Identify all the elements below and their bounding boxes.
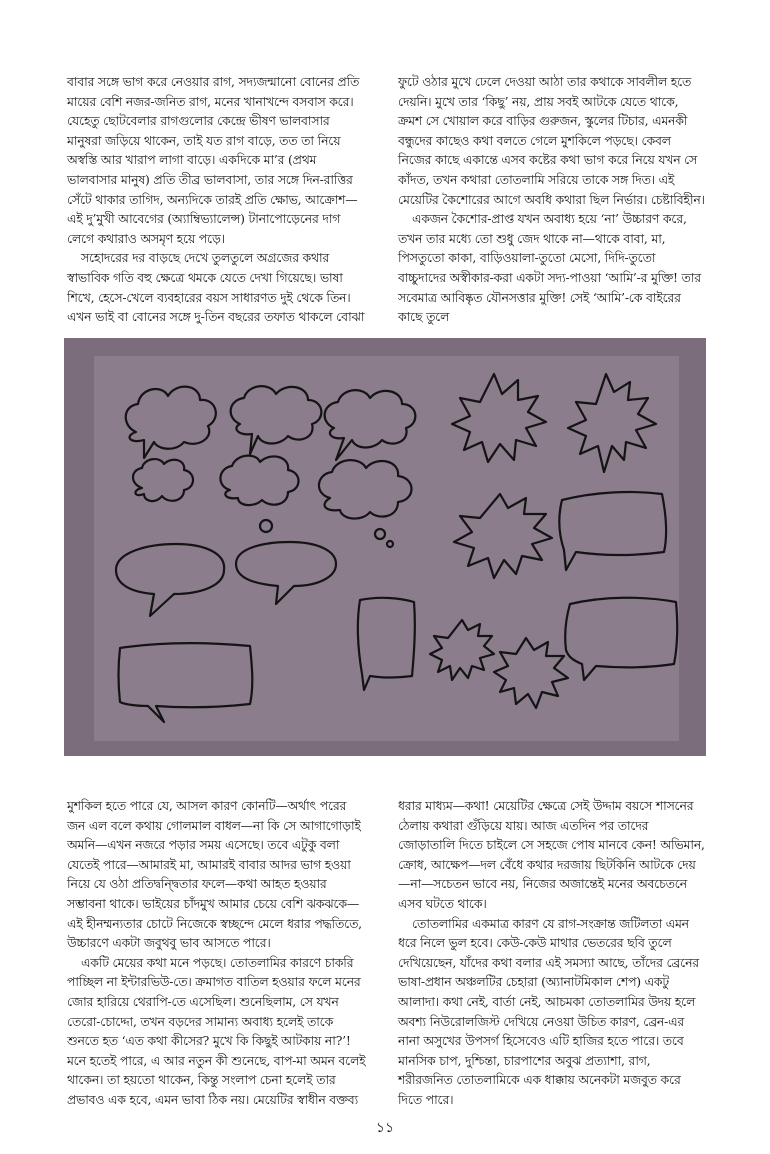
paragraph: একজন কৈশোর-প্রাপ্ত যখন অবাধ্য হয়ে ‘না’ উচ্চারণ করে, তখন তার মধ্যে তো শুধু জেদ থাকে না—থাকে বাবা, মা, পিসতুতো কাকা, বাড়িওয়ালা-তুতো মেসো, দিদি-তুতো বাচ্চুদাদের অস্বীকার-করা একটা সদ্য-পাওয়া ‘আমি’-র মুক্তি! তার সবেমাত্র আবিষ্কৃত যৌনসত্তার মুক্তি! সেই ‘আমি’-কে বাইরের কাছে তুলে bbox=[398, 211, 701, 325]
page-number: ১১ bbox=[375, 1120, 395, 1136]
bottom-right-column bbox=[398, 796, 706, 1110]
speech-bubbles-illustration bbox=[64, 338, 706, 756]
paragraph: একটি মেয়ের কথা মনে পড়ছে। তোতলামির কারণে চাকরি পাচ্ছিল না ইন্টারভিউ-তে। ক্রমাগত বাতিল হওয়ার ফলে মনের জোর হারিয়ে থেরাপি-তে এসেছিল। শুনেছিলাম, সে যখন তেরো-চোদ্দো, তখন বড়দের সামান্য অবাধ্য হলেই তাকে শুনতে হত ‘এত কথা কীসের? মুখে কি কিছুই আটকায় না?’! মনে হতেই পারে, এ আর নতুন কী শুনেছে, বাপ-মা অমন বলেই থাকেন। তা হয়তো থাকেন, কিন্তু সংলাপ চেনা হলেই তার প্রভাবও এক হবে, এমন ভাবা ঠিক নয়। মেয়েটির স্বাধীন বক্তব্য bbox=[67, 954, 366, 1107]
paragraph: মুশকিল হতে পারে যে, আসল কারণ কোনটি—অর্থাৎ পরের জন এল বলে কথায় গোলমাল বাধল—না কি সে আগাগোড়াই অমনি—এখন নজরে পড়ার সময় এসেছে। তবে এটুকু বলা যেতেই পারে—আমারই মা, আমারই বাবার আদর ভাগ হওয়া নিয়ে যে ওঠা প্রতিদ্বন্দ্বিতার ফলে—কথা আহত হওয়ার সম্ভাবনা থাকে। ভাইয়ের চাঁদমুখ আমার চেয়ে বেশি ঝকঝকে—এই হীনম্মন্যতার চোটে নিজেকে স্বচ্ছন্দে মেলে ধরার পদ্ধতিতে, উচ্চারণে একটা জবুথবু ভাব আসতে পারে। bbox=[67, 798, 362, 951]
paragraph: সহোদরের দর বাড়ছে দেখে তুলতুলে অগ্রজের কথার স্বাভাবিক গতি বহু ক্ষেত্রে থমকে যেতে দেখা গিয়েছে। ভাষা শিখে, হেসে-খেলে ব্যবহারের বয়স সাধারণত দুই থেকে তিন। এখন ভাই বা বোনের সঙ্গে দু-তিন বছরের তফাত থাকলে বোঝা bbox=[67, 250, 365, 325]
top-left-column bbox=[67, 72, 367, 327]
top-right-column bbox=[398, 72, 706, 327]
paragraph: ধরার মাধ্যম—কথা! মেয়েটির ক্ষেত্রে সেই উদ্দাম বয়সে শাসনের ঠেলায় কথারা গুঁড়িয়ে যায়। আজ এতদিন পর তাদের জোড়াতালি দিতে চাইলে সে সহজে পোষ মানবে কেন! অভিমান, ক্রোধ, আক্ষেপ—দল বেঁধে কথার দরজায় ছিটকিনি আটকে দেয়—না—সচেতন ভাবে নয়, নিজের অজান্তেই মনের অবচেতনে এসব ঘটতে থাকে। bbox=[398, 798, 705, 911]
paragraph: ফুটে ওঠার মুখে ঢেলে দেওয়া আঠা তার কথাকে সাবলীল হতে দেয়নি। মুখে তার ‘কিছু’ নয়, প্রায় সবই আটকে যেতে থাকে, ক্রমশ সে খোয়াল করে বাড়ির গুরুজন, স্কুলের টিচার, এমনকী বন্ধুদের কাছেও কথা বলতে গেলে মুশকিলে পড়ছে। কেবল নিজের কাছে একান্তে এসব কষ্টের কথা ভাগ করে নিয়ে যখন সে কাঁদত, তখন কথারা তোতলামি সরিয়ে তাকে সঙ্গ দিত। এই মেয়েটির কৈশোরের আগে অবধি কথারা ছিল নির্ভার। চেষ্টাবিহীন। bbox=[398, 74, 705, 207]
illustration-panel bbox=[94, 356, 679, 741]
paragraph: তোতলামির একমাত্র কারণ যে রাগ-সংক্রান্ত জটিলতা এমন ধরে নিলে ভুল হবে। কেউ-কেউ মাথার ভেতরের ছবি তুলে দেখিয়েছেন, যাঁদের কথা বলার এই সমস্যা আছে, তাঁদের ব্রেনের ভাষা-প্রধান অঞ্চলটির চেহারা (অ্যানাটমিকাল শেপ) একটু আলাদা। কথা নেই, বার্তা নেই, আচমকা তোতলামির উদয় হলে অবশ্য নিউরোলজিস্ট দেখিয়ে নেওয়া উচিত কারণ, ব্রেন-এর নানা অসুখের উপসর্গ হিসেবেও এটি হাজির হতে পারে। তবে মানসিক চাপ, দুশ্চিন্তা, চারপাশের অবুঝ প্রত্যাশা, রাগ, শরীরজনিত তোতলামিকে এক ধাক্কায় অনেকটা মজবুত করে দিতে পারে। bbox=[398, 915, 699, 1107]
paragraph: বাবার সঙ্গে ভাগ করে নেওয়ার রাগ, সদ্যজন্মানো বোনের প্রতি মায়ের বেশি নজর-জনিত রাগ, মনের খানাখন্দে বসবাস করে। যেহেতু ছোটবেলার রাগগুলোর কেন্দ্রে ভীষণ ভালবাসার মানুষরা জড়িয়ে থাকেন, তাই যত রাগ বাড়ে, তত তা নিয়ে অস্বস্তি আর খারাপ লাগা বাড়ে। একদিকে মা’র (প্রথম ভালবাসার মানুষ) প্রতি তীব্র ভালবাসা, তার সঙ্গে দিন-রাত্তির সেঁটে থাকার তাগিদ, অন্যদিকে তারই প্রতি ক্ষোভ, আক্রোশ—এই দু’মুখী আবেগের (অ্যাম্বিভ্যালেন্স) টানাপোড়েনের দাগ লেগে কথারাও অসমৃণ হয়ে পড়ে। bbox=[67, 74, 360, 246]
bottom-left-column bbox=[67, 796, 367, 1110]
